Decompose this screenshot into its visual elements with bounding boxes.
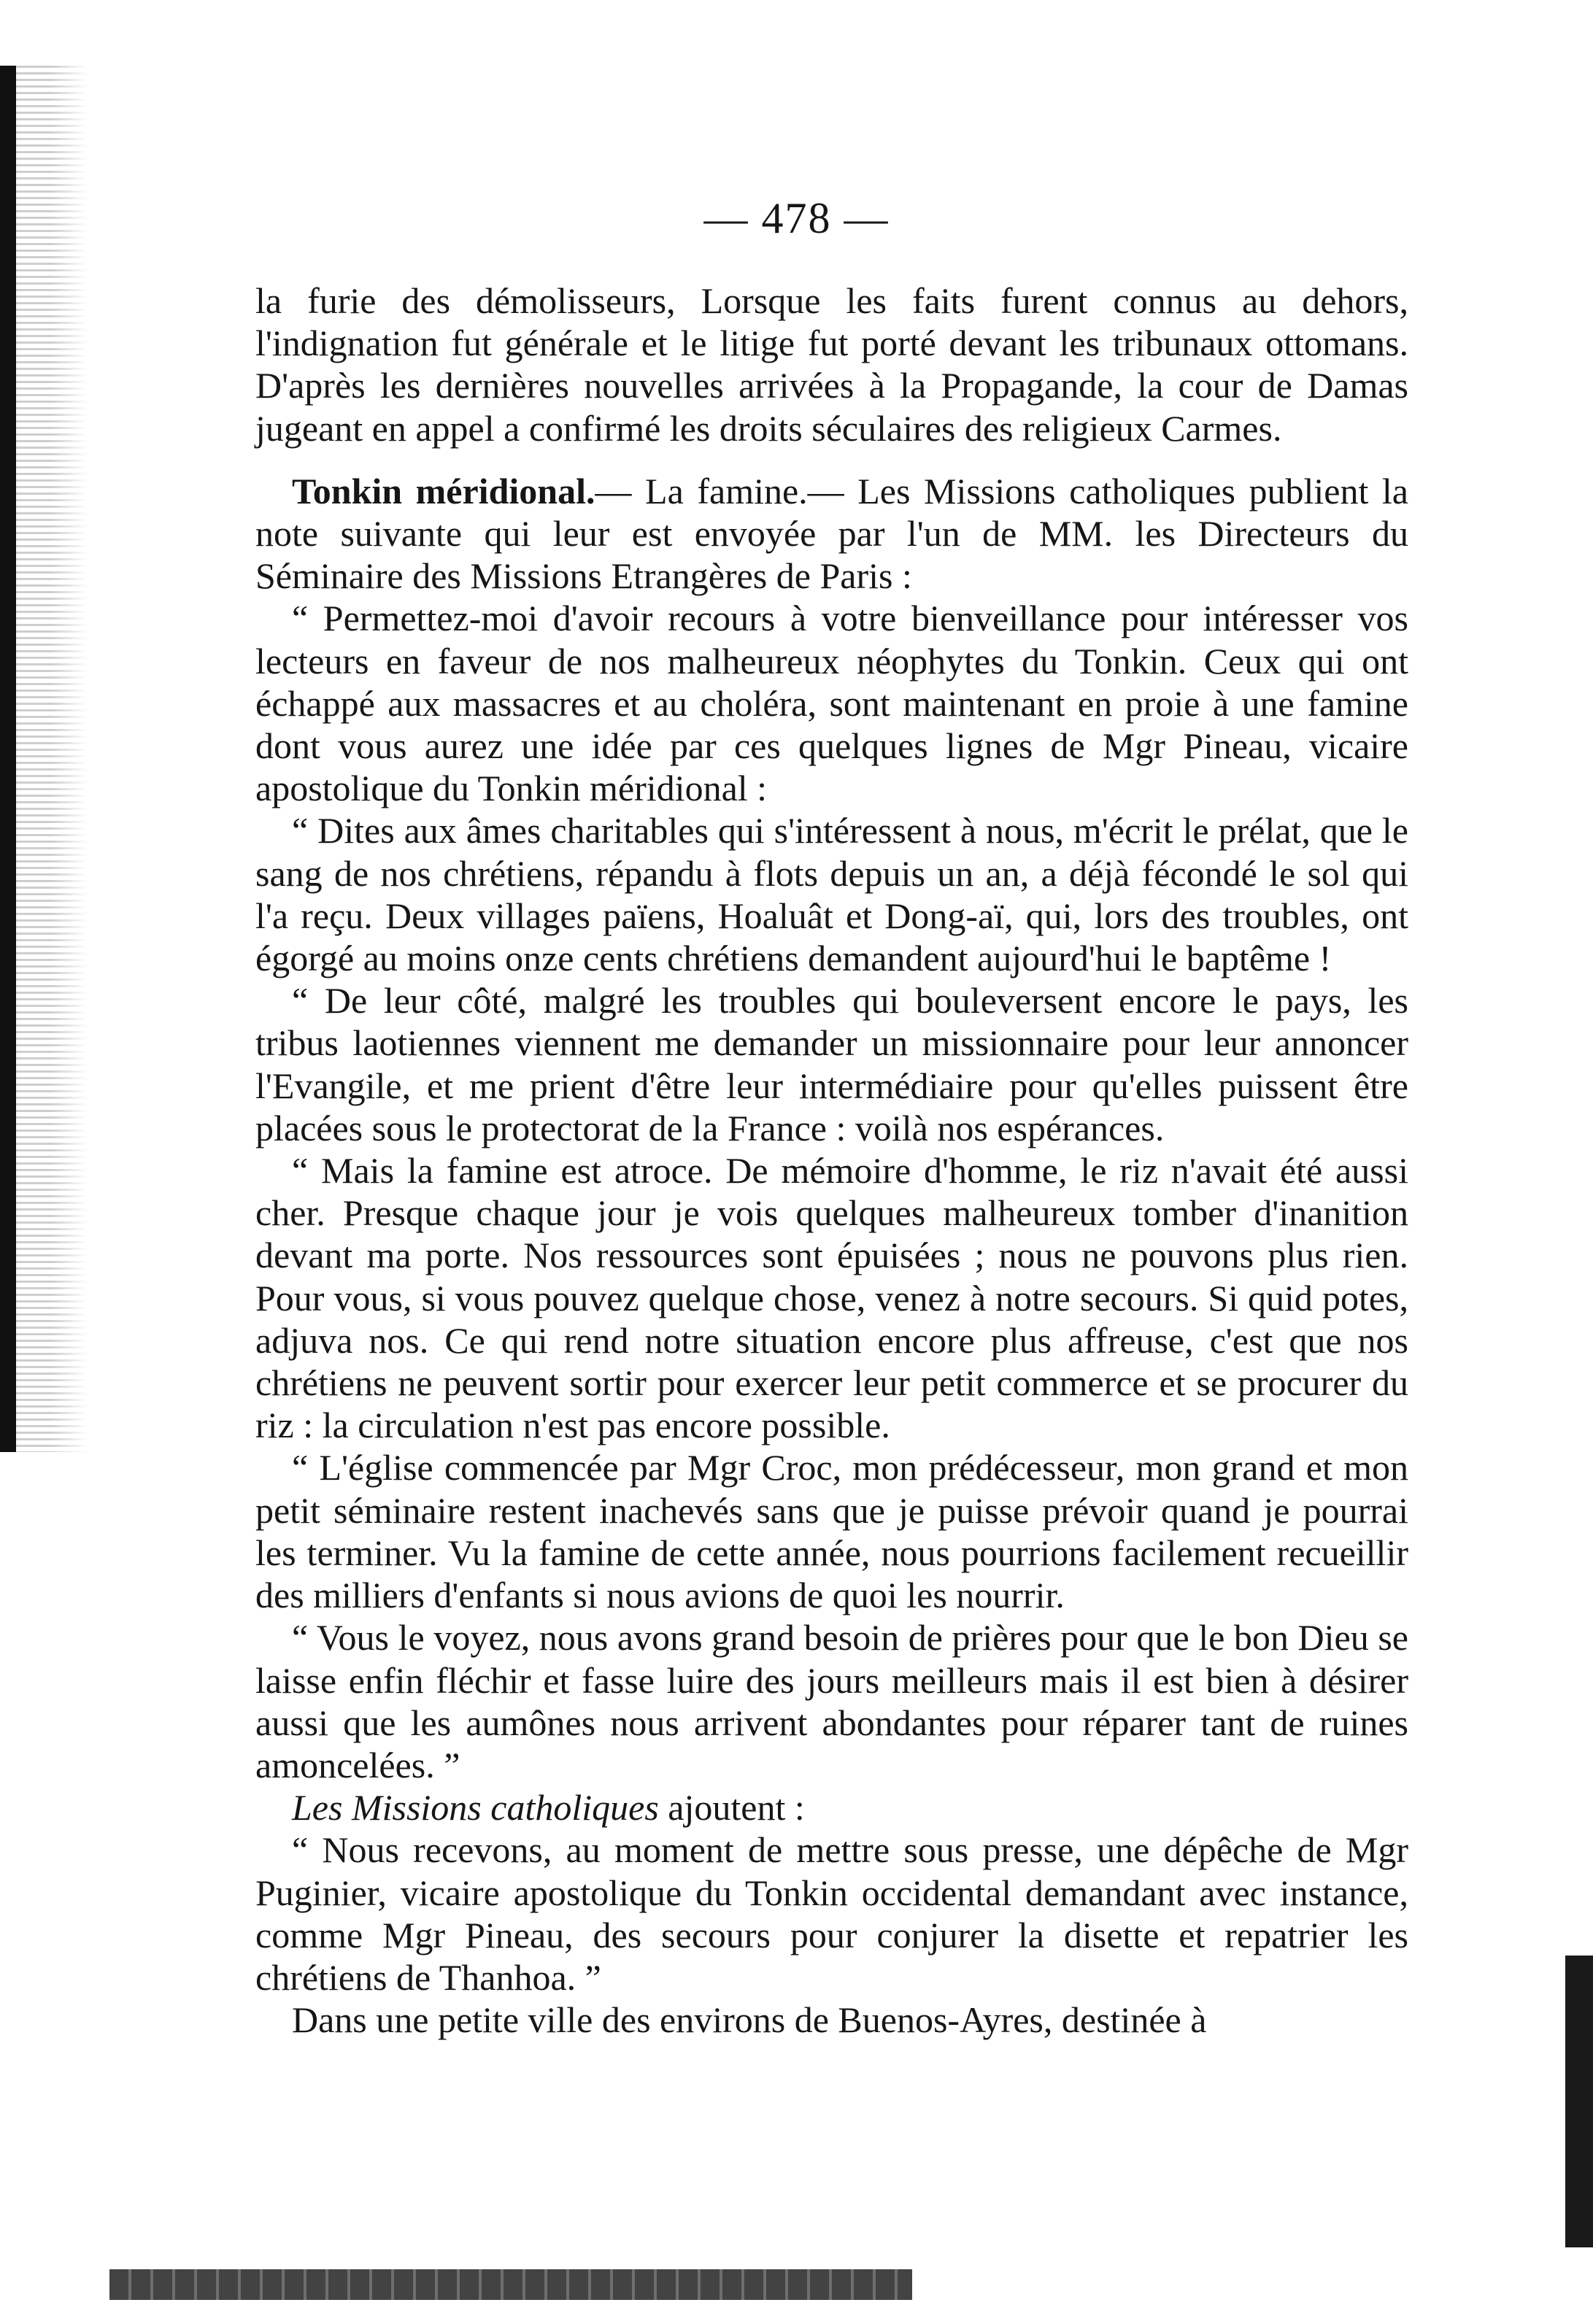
section-body: — La famine.— Les Missions catholiques publient la note suivante qui leur est envoyée par l'un de MM. les Directeurs du Séminaire des Missions Etrangères de Paris : — [255, 470, 1408, 597]
section-title: Tonkin méridional. — [292, 470, 595, 511]
paragraph: “ Dites aux âmes charitables qui s'intéressent à nous, m'écrit le prélat, que le sang de nos chrétiens, répandu à flots depuis un an, a déjà fécondé le sol qui l'a reçu. Deux villages païens, Hoaluât et Dong-aï, qui, lors des troubles, ont égorgé au moins onze cents chrétiens demandent aujourd'hui le baptême ! — [255, 810, 1408, 979]
paragraph: Dans une petite ville des environs de Buenos-Ayres, destinée à — [292, 1999, 1207, 2041]
paragraph: “ Mais la famine est atroce. De mémoire d'homme, le riz n'avait été aussi cher. Presque chaque jour je vois quelques malheureux tomber d'inanition devant ma porte. Nos ressources sont épuisées ; nous ne pouvons plus rien. Pour vous, si vous pouvez quelque chose, venez à notre secours. Si quid potes, adjuva nos. Ce qui rend notre situation encore plus affreuse, c'est que nos chrétiens ne peuvent sortir pour exercer leur petit commerce et se procurer du riz : la circulation n'est pas encore possible. — [255, 1150, 1408, 1446]
page-body — [255, 279, 1408, 2041]
scan-binding-edge — [0, 66, 16, 1452]
paragraph: “ Permettez-moi d'avoir recours à votre bienveillance pour intéresser vos lecteurs en faveur de nos malheureux néophytes du Tonkin. Ceux qui ont échappé aux massacres et au choléra, sont maintenant en proie à une famine dont vous aurez une idée par ces quelques lignes de Mgr Pineau, vicaire apostolique du Tonkin méridional : — [255, 598, 1408, 809]
missions-paragraph — [255, 1786, 1408, 1829]
paragraph: “ De leur côté, malgré les troubles qui bouleversent encore le pays, les tribus laotiennes viennent me demander un missionnaire pour leur annoncer l'Evangile, et me prient d'être leur intermédiaire pour qu'elles puissent être placées sous le protectorat de la France : voilà nos espérances. — [255, 980, 1408, 1149]
section-paragraph — [255, 470, 1408, 598]
paragraph: “ L'église commencée par Mgr Croc, mon prédécesseur, mon grand et mon petit séminaire restent inachevés sans que je puisse prévoir quand je pourrai les terminer. Vu la famine de cette année, nous pourrions facilement recueillir des milliers d'enfants si nous avions de quoi les nourrir. — [255, 1447, 1408, 1616]
missions-body: ajoutent : — [668, 1787, 805, 1829]
scan-edge-bottom — [109, 2269, 912, 2300]
missions-title: Les Missions catholiques — [292, 1787, 659, 1829]
paragraph: “ Vous le voyez, nous avons grand besoin de prières pour que le bon Dieu se laisse enfin fléchir et fasse luire des jours meilleurs mais il est bien à désirer aussi que les aumônes nous arrivent abondantes pour réparer tant de ruines amoncelées. ” — [255, 1617, 1408, 1786]
page-number: — 478 — — [703, 194, 890, 242]
paragraph: “ Nous recevons, au moment de mettre sous presse, une dépêche de Mgr Puginier, vicaire apostolique du Tonkin occidental demandant avec instance, comme Mgr Pineau, des secours pour conjurer la disette et repatrier les chrétiens de Thanhoa. ” — [255, 1829, 1408, 1998]
scan-edge-right — [1565, 1956, 1593, 2247]
paragraph: la furie des démolisseurs, Lorsque les faits furent connus au dehors, l'indignation fut générale et le litige fut porté devant les tribunaux ottomans. D'après les dernières nouvelles arrivées à la Propagande, la cour de Damas jugeant en appel a confirmé les droits séculaires des religieux Carmes. — [255, 280, 1408, 449]
